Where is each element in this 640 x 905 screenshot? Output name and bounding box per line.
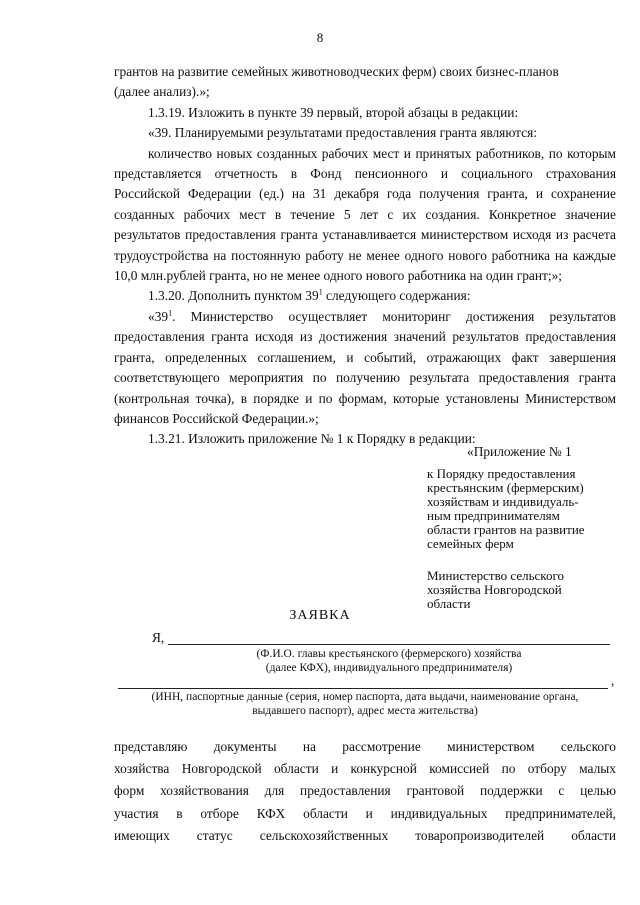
appendix-line: области грантов на развитие — [427, 522, 585, 537]
appendix-block — [427, 443, 617, 611]
fio-caption-line1: (Ф.И.О. главы крестьянского (фермерского) хозяйства — [256, 648, 522, 660]
closing-line: имеющих статус сельскохозяйственных товаропроизводителей области — [114, 827, 616, 843]
comma: , — [611, 673, 615, 688]
addressee-line: области — [427, 596, 471, 611]
item-39-1-lead: «39 — [148, 308, 169, 324]
paragraph-continuation-end: (далее анализ).»; — [114, 84, 210, 100]
paragraph-continuation: грантов на развитие семейных животноводческих ферм) своих бизнес-планов — [114, 64, 559, 79]
closing-text — [114, 736, 616, 847]
fio-underline — [168, 644, 610, 645]
form-title: ЗАЯВКА — [289, 608, 351, 623]
fio-caption-line2: (далее КФХ), индивидуального предпринимателя) — [265, 662, 513, 674]
appendix-line: семейных ферм — [427, 536, 514, 551]
superscript-1b: 1 — [168, 308, 173, 318]
item-39-body: количество новых созданных рабочих мест и принятых работников, по которым представляется отчетность в Фонд пенсионного и социального страхования Российской Федерации (ед.) на 31 декабря года получения гранта, и сохранение созданных рабочих мест в течение 5 лет с их создания. Конкретное значение результатов предоставления гранта устанавливается министерством исходя из расчета трудоустройства на постоянную работу не менее одного нового работника на каждые 10,0 млн.рублей гранта, но не менее одного нового работника на один грант;»; — [114, 145, 616, 284]
item-39-heading: «39. Планируемыми результатами предоставления гранта являются: — [148, 125, 538, 141]
closing-line: представляю документы на рассмотрение министерством сельского — [114, 739, 616, 754]
addressee-line: Министерство сельского — [427, 568, 564, 583]
appendix-line: хозяйствам и индивидуаль- — [427, 494, 579, 509]
item-1-3-20-text: 1.3.20. Дополнить пунктом 39 — [148, 288, 319, 304]
inn-caption — [110, 690, 620, 718]
appendix-line: к Порядку предоставления — [427, 466, 576, 481]
inn-caption-line2: выдавшего паспорт), адрес места жительства) — [252, 705, 478, 717]
closing-line: участия в отборе КФХ области и индивидуальных предпринимателей, — [114, 805, 616, 821]
appendix-line: крестьянским (фермерским) — [427, 480, 584, 495]
item-1-3-21: 1.3.21. Изложить приложение № 1 к Порядку в редакции: — [148, 431, 476, 447]
item-39-1-text: . Министерство осуществляет мониторинг достижения результатов предоставления гранта исходя из достижения значений результатов предоставления гранта, определенных соглашением, и событий, отражающих факт завершения соответствующего мероприятия по получению результата предоставления гранта (контрольная точка), в порядке и по формам, которые установлены Министерством финансов Российской Федерации.»; — [114, 308, 616, 426]
fio-caption — [168, 647, 610, 675]
item-1-3-19: 1.3.19. Изложить в пункте 39 первый, второй абзацы в редакции: — [148, 104, 519, 120]
main-text — [114, 62, 616, 450]
inn-caption-line1: (ИНН, паспортные данные (серия, номер паспорта, дата выдачи, наименование органа, — [151, 691, 579, 703]
item-39-1-body — [114, 307, 616, 429]
appendix-line: ным предпринимателям — [427, 508, 560, 523]
item-1-3-20 — [114, 286, 616, 306]
page-number: 8 — [316, 30, 324, 45]
closing-line: форм хозяйствования для предоставления грантовой поддержки с целью — [114, 783, 616, 799]
addressee-line: хозяйства Новгородской — [427, 582, 562, 597]
closing-line: хозяйства Новгородской области и конкурсной комиссией по отбору малых — [114, 761, 616, 777]
appendix-heading: «Приложение № 1 — [467, 444, 572, 459]
ya-label: Я, — [152, 630, 165, 645]
inn-underline — [118, 688, 608, 689]
item-1-3-20-tail: следующего содержания: — [322, 288, 471, 304]
superscript-1: 1 — [318, 288, 323, 297]
